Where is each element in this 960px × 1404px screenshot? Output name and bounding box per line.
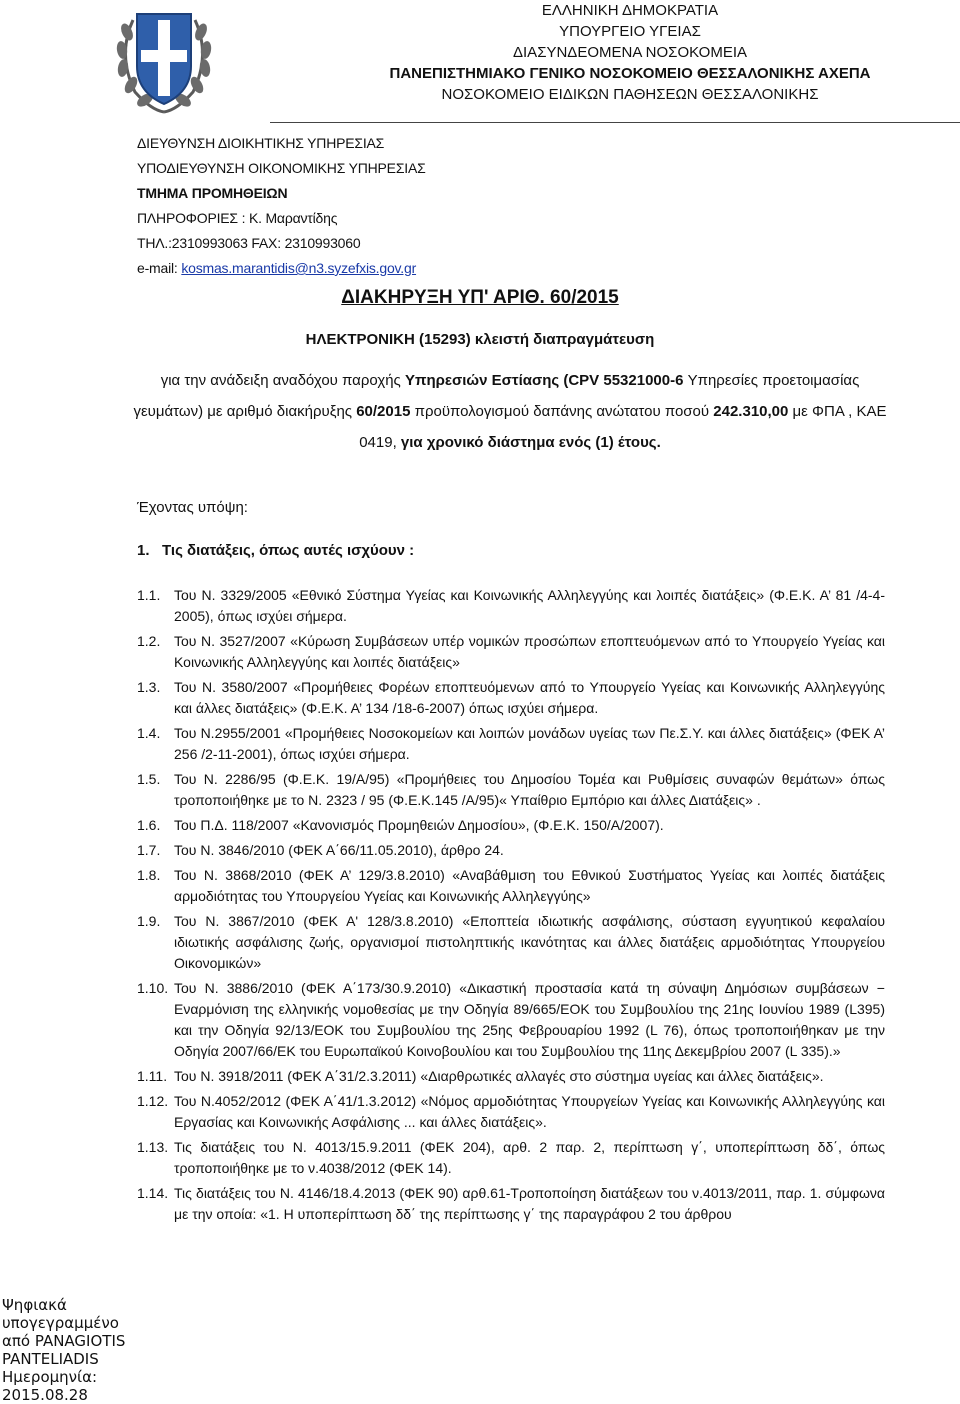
item-number: 1.12. <box>137 1093 169 1109</box>
item-text: Του Ν. 3580/2007 «Προμήθειες Φορέων εποπτευόμενων από το Υπουργείο Υγείας και Κοινωνικής Αλληλεγγύης και άλλες διατάξεις» (Φ.Ε.Κ. Α’ 134 /18-6-2007) όπως ισχύει σήμερα. <box>174 679 885 716</box>
subdirectorate: ΥΠΟΔΙΕΥΘΥΝΣΗ ΟΙΚΟΝΟΜΙΚΗΣ ΥΠΗΡΕΣΙΑΣ <box>137 160 426 176</box>
item-number: 1.10. <box>137 980 169 996</box>
item-text: Του Ν. 2286/95 (Φ.Ε.Κ. 19/Α/95) «Προμήθειες του Δημοσίου Τομέα και Ρυθμίσεις συναφών θεμάτων» όπως τροποποιήθηκε με το Ν. 2323 / 95 (Φ.Ε.Κ.145 /Α/95)« Υπαίθριο Εμπόριο και άλλες Διατάξεις» . <box>174 771 885 808</box>
header-line: ΝΟΣΟΚΟΜΕΙΟ ΕΙΔΙΚΩΝ ΠΑΘΗΣΕΩΝ ΘΕΣΣΑΛΟΝΙΚΗΣ <box>441 86 819 103</box>
signature-line: PANTELIADIS <box>2 1350 99 1368</box>
item-text: Του Ν.2955/2001 «Προμήθειες Νοσοκομείων και λοιπών μονάδων υγείας των Πε.Σ.Υ. και άλλες διατάξεις» (ΦΕΚ Α’ 256 /2-11-2001), όπως ισχύει σήμερα. <box>174 725 885 762</box>
item-number: 1.5. <box>137 771 161 787</box>
section-heading: 1. Τις διατάξεις, όπως αυτές ισχύουν : <box>137 542 415 559</box>
list-item <box>137 815 885 836</box>
intro-bold: Υπηρεσιών Εστίασης (CPV 55321000-6 <box>404 372 684 389</box>
intro-paragraph <box>130 365 890 458</box>
department: ΤΜΗΜΑ ΠΡΟΜΗΘΕΙΩΝ <box>137 185 288 201</box>
list-item <box>137 631 885 673</box>
considering-label: Έχοντας υπόψη: <box>137 499 248 516</box>
list-item <box>137 585 885 627</box>
list-item <box>137 677 885 719</box>
item-number: 1.11. <box>137 1068 168 1084</box>
signature-line: υπογεγραμμένο <box>2 1314 119 1332</box>
intro-bold: για χρονικό διάστημα ενός (1) έτους. <box>400 434 661 451</box>
sender-block <box>137 131 426 281</box>
intro-text: Υπηρεσίες προετοιμασίας γευμάτων) με αριθμό διακήρυξης <box>133 372 860 420</box>
list-item <box>137 978 885 1062</box>
item-number: 1.8. <box>137 867 161 883</box>
header-line: ΥΠΟΥΡΓΕΙΟ ΥΓΕΙΑΣ <box>559 23 701 40</box>
intro-bold: 242.310,00 <box>713 403 789 420</box>
item-number: 1.2. <box>137 633 161 649</box>
item-number: 1.6. <box>137 817 161 833</box>
list-item <box>137 723 885 765</box>
item-text: Του Ν. 3886/2010 (ΦΕΚ Α΄173/30.9.2010) «Δικαστική προστασία κατά τη σύναψη Δημόσιων συμβάσεων − Εναρμόνιση της ελληνικής νομοθεσίας με την Οδηγία 89/665/ΕΟΚ του Συμβουλίου της 21ης Ιουνίου 1989 (L395) και την Οδηγία 92/13/ΕΟΚ του Συμβουλίου της 25ης Φεβρουαρίου 1992 (L 76), όπως τροποποιήθηκαν με την Οδηγία 2007/66/ΕΚ του Ευρωπαϊκού Κοινοβουλίου και του Συμβουλίου της 11ης Δεκεμβρίου 2007 (L 335).» <box>174 980 885 1059</box>
list-item <box>137 769 885 811</box>
email-link[interactable]: kosmas.marantidis@n3.syzefxis.gov.gr <box>181 260 417 276</box>
list-item <box>137 1137 885 1179</box>
digital-signature-stamp <box>2 1296 125 1404</box>
item-text: Του Ν. 3867/2010 (ΦΕΚ Α' 128/3.8.2010) «Εποπτεία ιδιωτικής ασφάλισης, σύσταση εγγυητικού κεφαλαίου ιδιωτικής ασφάλισης ζωής, οργανισμοί πιστοληπτικής ικανότητας και άλλες διατάξεις αρμοδιότητας Υπουργείου Οικονομικών» <box>174 913 885 971</box>
document-title: ΔΙΑΚΗΡΥΞΗ ΥΠ' ΑΡΙΘ. 60/2015 <box>341 287 619 308</box>
item-text: Του Ν. 3527/2007 «Κύρωση Συμβάσεων υπέρ νομικών προσώπων εποπτευόμενων από το Υπουργείο Υγείας και Κοινωνικής Αλληλεγγύης και λοιπές διατάξεις» <box>174 633 885 670</box>
phone-fax: ΤΗΛ.:2310993063 FAX: 2310993060 <box>137 235 361 251</box>
intro-text: με ΦΠΑ , ΚΑΕ 0419, <box>359 403 887 451</box>
list-item <box>137 1183 885 1225</box>
item-text: Τις διατάξεις του Ν. 4146/18.4.2013 (ΦΕΚ 90) αρθ.61-Τροποποίηση διατάξεων του ν.4013/2011, παρ. 1. σύμφωνα με την οποία: «1. Η υποπερίπτωση δδ΄ της περίπτωσης γ΄ της παραγράφου 2 του άρθρου <box>174 1185 885 1222</box>
list-item <box>137 840 885 861</box>
item-text: Του Ν.4052/2012 (ΦΕΚ Α΄41/1.3.2012) «Νόμος αρμοδιότητας Υπουργείων Υγείας και Κοινωνικής Αλληλεγγύης και Εργασίας και Κοινωνικής Ασφάλισης ... και άλλες διατάξεις». <box>174 1093 885 1130</box>
item-text: Του Ν. 3868/2010 (ΦΕΚ Α’ 129/3.8.2010) «Αναβάθμιση του Εθνικού Συστήματος Υγείας και λοιπές διατάξεις αρμοδιότητας του Υπουργείου Υγείας και Κοινωνικής Αλληλεγγύης» <box>174 867 885 904</box>
list-item <box>137 1066 885 1087</box>
signature-line: Ημερομηνία: <box>2 1368 98 1386</box>
signature-line: 2015.08.28 <box>2 1386 88 1404</box>
item-text: Του Ν. 3918/2011 (ΦΕΚ Α΄31/2.3.2011) «Διαρθρωτικές αλλαγές στο σύστημα υγείας και άλλες διατάξεις». <box>174 1068 824 1084</box>
header-line: ΔΙΑΣΥΝΔΕΟΜΕΝΑ ΝΟΣΟΚΟΜΕΙΑ <box>513 44 747 61</box>
item-number: 1.4. <box>137 725 161 741</box>
signature-line: Ψηφιακά <box>2 1296 67 1314</box>
list-item <box>137 911 885 974</box>
item-text: Του Ν. 3846/2010 (ΦΕΚ Α΄66/11.05.2010), άρθρο 24. <box>174 842 504 858</box>
directorate: ΔΙΕΥΘΥΝΣΗ ΔΙΟΙΚΗΤΙΚΗΣ ΥΠΗΡΕΣΙΑΣ <box>137 135 385 151</box>
item-number: 1.1. <box>137 587 161 603</box>
item-number: 1.9. <box>137 913 161 929</box>
item-number: 1.7. <box>137 842 161 858</box>
item-number: 1.13. <box>137 1139 169 1155</box>
contact-person: ΠΛΗΡΟΦΟΡΙΕΣ : Κ. Μαραντίδης <box>137 210 338 226</box>
greek-emblem-icon <box>113 0 215 118</box>
item-text: Του Π.Δ. 118/2007 «Κανονισμός Προμηθειών Δημοσίου», (Φ.Ε.Κ. 150/Α/2007). <box>174 817 664 833</box>
list-item <box>137 865 885 907</box>
header-line: ΠΑΝΕΠΙΣΤΗΜΙΑΚΟ ΓΕΝΙΚΟ ΝΟΣΟΚΟΜΕΙΟ ΘΕΣΣΑΛΟΝΙΚΗΣ ΑΧΕΠΑ <box>389 65 871 82</box>
document-subtitle: ΗΛΕΚΤΡΟΝΙΚΗ (15293) κλειστή διαπραγμάτευση <box>305 331 655 348</box>
email-line <box>137 256 426 281</box>
intro-text: προϋπολογισμού δαπάνης ανώτατου ποσού <box>410 403 714 420</box>
list-item <box>137 1091 885 1133</box>
item-text: Τις διατάξεις του Ν. 4013/15.9.2011 (ΦΕΚ 204), αρθ. 2 παρ. 2, περίπτωση γ΄, υποπερίπτωση δδ΄, όπως τροποποιήθηκε με το ν.4038/2012 (ΦΕΚ 14). <box>174 1139 885 1176</box>
item-text: Του Ν. 3329/2005 «Εθνικό Σύστημα Υγείας και Κοινωνικής Αλληλεγγύης και λοιπές διατάξεις» (Φ.Ε.Κ. Α’ 81 /4-4-2005), όπως ισχύει σήμερα. <box>174 587 885 624</box>
legal-provisions-list <box>137 585 885 1229</box>
header-line: ΕΛΛΗΝΙΚΗ ΔΗΜΟΚΡΑΤΙΑ <box>541 2 719 19</box>
letterhead <box>300 0 960 105</box>
item-number: 1.14. <box>137 1185 169 1201</box>
signature-line: από PANAGIOTIS <box>2 1332 126 1350</box>
header-divider <box>270 122 960 123</box>
email-label: e-mail: <box>137 260 178 276</box>
intro-bold: 60/2015 <box>356 403 411 420</box>
intro-text: για την ανάδειξη αναδόχου παροχής <box>160 372 405 389</box>
item-number: 1.3. <box>137 679 161 695</box>
